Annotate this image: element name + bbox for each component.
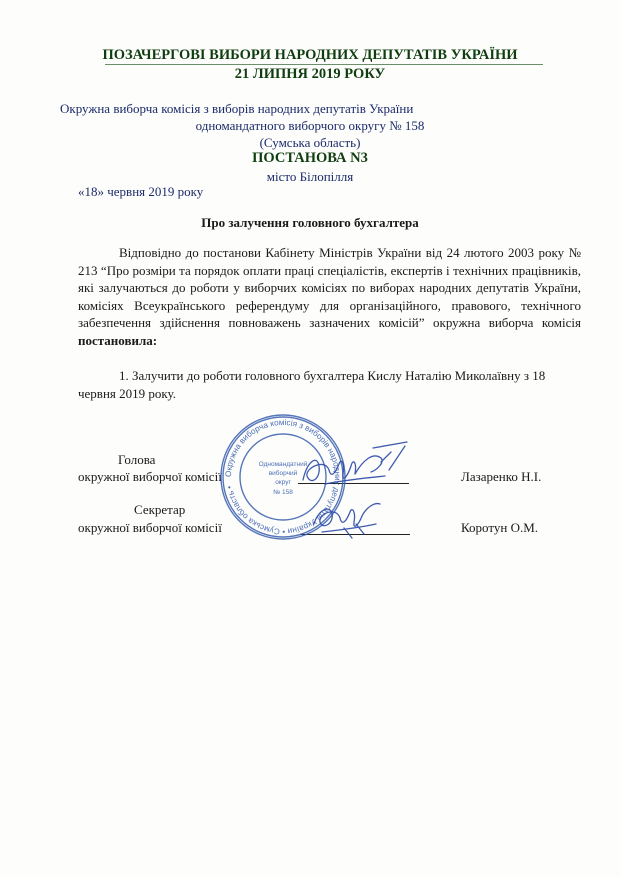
document-body [78,244,581,350]
head-signature [285,440,415,500]
body-text-resolved: постановила: [78,332,158,348]
secretary-org-label: окружної виборчої комісії [78,520,222,535]
head-org-label: окружної виборчої комісії [78,469,222,484]
secretary-name: Коротун О.М. [461,520,539,535]
document-city: місто Білопілля [266,169,354,184]
secretary-role-label: Секретар [134,502,186,517]
election-title: ПОЗАЧЕРГОВІ ВИБОРИ НАРОДНИХ ДЕПУТАТІВ УКРАЇНИ [102,47,518,63]
document-title: ПОСТАНОВА N3 [252,150,368,166]
document-subject: Про залучення головного бухгалтера [201,215,419,230]
stamp-inner-line-3: округ [275,479,291,486]
stamp-inner-line-1: Одномандатний [258,461,308,468]
resolution-item-1: 1. Залучити до роботи головного бухгалтера Кислу Наталію Миколаївну з 18 червня 2019 року. [78,368,546,401]
commission-region: (Сумська область) [259,135,361,150]
head-name: Лазаренко Н.І. [461,469,542,484]
secretary-signature [300,494,390,542]
election-date: 21 ЛИПНЯ 2019 РОКУ [234,66,386,82]
body-text-main: Відповідно до постанови Кабінету Міністрів України від 24 лютого 2003 року № 213 “Про розміри та порядок оплати праці спеціалістів, експертів і технічних працівників, які залучаються до роботи у виборчих комісіях по виборах народних депутатів України, комісіях Всеукраїнського референдуму для організаційного, правового, технічного забезпечення здійснення повноважень зазначених комісій” окружна виборча комісія [78,245,581,331]
title-underline [105,64,543,65]
stamp-inner-line-2: виборчий [268,470,298,477]
stamp-outer-text: Окружна виборча комісія з виборів народних депутатів України • Сумська область • [223,417,343,537]
stamp-inner-line-4: № 158 [273,489,293,496]
commission-district: одномандатного виборчого округу № 158 [195,118,425,133]
head-role-label: Голова [118,452,156,467]
document-date: «18» червня 2019 року [78,184,204,199]
commission-name: Окружна виборча комісія з виборів народних депутатів України [60,101,414,116]
